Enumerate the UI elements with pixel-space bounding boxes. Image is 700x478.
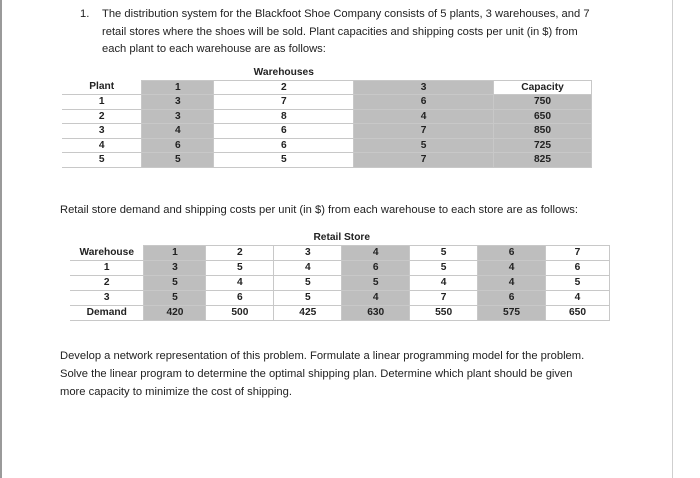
cost-cell: 7 [410, 291, 478, 306]
cost-cell: 5 [274, 291, 342, 306]
cost-cell: 5 [274, 276, 342, 291]
demand-cell: 420 [144, 306, 206, 321]
table-row [70, 291, 610, 306]
cost-cell: 6 [206, 291, 274, 306]
problem-line: retail stores where the shoes will be sold. Plant capacities and shipping costs per unit (in $) from [102, 25, 578, 38]
table-row [62, 109, 592, 124]
plant-label: 1 [62, 95, 142, 110]
warehouse-store-table [70, 231, 610, 321]
cost-cell: 4 [478, 261, 546, 276]
store-column-header: 1 [144, 246, 206, 261]
cost-cell: 3 [142, 109, 214, 124]
cost-cell: 4 [478, 276, 546, 291]
plant-label: 5 [62, 153, 142, 168]
cost-cell: 5 [354, 138, 494, 153]
capacity-cell: 850 [494, 124, 592, 139]
capacity-cell: 750 [494, 95, 592, 110]
store-column-header: 5 [410, 246, 478, 261]
capacity-cell: 725 [494, 138, 592, 153]
table-row [62, 124, 592, 139]
demand-label: Demand [70, 306, 144, 321]
store-column-header: 3 [274, 246, 342, 261]
warehouse-label: 2 [70, 276, 144, 291]
table-row [62, 138, 592, 153]
cost-cell: 6 [342, 261, 410, 276]
capacity-cell: 825 [494, 153, 592, 168]
demand-cell: 550 [410, 306, 478, 321]
cost-cell: 6 [142, 138, 214, 153]
plant-label: 4 [62, 138, 142, 153]
left-frame-edge [0, 0, 2, 478]
cost-cell: 5 [546, 276, 610, 291]
cost-cell: 5 [342, 276, 410, 291]
column-header-row [62, 80, 592, 95]
closing-line: more capacity to minimize the cost of shipping. [60, 386, 292, 398]
warehouse-column-header: Warehouse [70, 246, 144, 261]
retail-intro-text: Retail store demand and shipping costs per unit (in $) from each warehouse to each store are as follows: [60, 204, 579, 216]
demand-cell: 575 [478, 306, 546, 321]
cost-cell: 6 [546, 261, 610, 276]
closing-instructions [60, 347, 660, 401]
capacity-column-header: Capacity [494, 80, 592, 95]
plant-label: 2 [62, 109, 142, 124]
cost-cell: 4 [354, 109, 494, 124]
capacity-cell: 650 [494, 109, 592, 124]
demand-cell: 650 [546, 306, 610, 321]
cost-cell: 7 [354, 153, 494, 168]
cost-cell: 4 [342, 291, 410, 306]
cost-cell: 5 [410, 261, 478, 276]
cost-cell: 6 [478, 291, 546, 306]
demand-row [70, 306, 610, 321]
right-frame-edge [672, 0, 673, 478]
cost-cell: 6 [354, 95, 494, 110]
cost-cell: 3 [144, 261, 206, 276]
plant-label: 3 [62, 124, 142, 139]
store-column-header: 4 [342, 246, 410, 261]
cost-cell: 6 [214, 124, 354, 139]
cost-cell: 5 [144, 291, 206, 306]
problem-line: each plant to each warehouse are as follows: [102, 43, 326, 55]
cost-cell: 7 [354, 124, 494, 139]
demand-cell: 630 [342, 306, 410, 321]
table-header-row [62, 66, 592, 80]
cost-cell: 5 [214, 153, 354, 168]
retail-store-group-header: Retail Store [313, 232, 371, 243]
table-row [70, 261, 610, 276]
table-header-row [70, 231, 610, 246]
warehouse-column-header: 1 [142, 80, 214, 95]
table-row [70, 276, 610, 291]
table-row [62, 153, 592, 168]
cost-cell: 3 [142, 95, 214, 110]
warehouses-group-header: Warehouses [253, 67, 314, 78]
table-row [62, 95, 592, 110]
closing-line: Solve the linear program to determine the optimal shipping plan. Determine which plant should be given [60, 368, 573, 380]
cost-cell: 7 [214, 95, 354, 110]
plant-column-header: Plant [62, 80, 142, 95]
store-column-header: 2 [206, 246, 274, 261]
plant-warehouse-table [62, 66, 592, 168]
cost-cell: 6 [214, 138, 354, 153]
problem-line: The distribution system for the Blackfoot Shoe Company consists of 5 plants, 3 warehouses, and 7 [102, 8, 590, 20]
cost-cell: 4 [142, 124, 214, 139]
cost-cell: 4 [206, 276, 274, 291]
cost-cell: 8 [214, 109, 354, 124]
problem-number: 1. [80, 8, 90, 20]
cost-cell: 4 [410, 276, 478, 291]
demand-cell: 500 [206, 306, 274, 321]
demand-cell: 425 [274, 306, 342, 321]
warehouse-label: 1 [70, 261, 144, 276]
cost-cell: 4 [274, 261, 342, 276]
problem-statement [80, 6, 640, 59]
cost-cell: 5 [206, 261, 274, 276]
store-column-header: 6 [478, 246, 546, 261]
warehouse-column-header: 2 [214, 80, 354, 95]
closing-line: Develop a network representation of this problem. Formulate a linear programming model for the problem. [60, 350, 585, 362]
warehouse-label: 3 [70, 291, 144, 306]
store-column-header: 7 [546, 246, 610, 261]
cost-cell: 5 [142, 153, 214, 168]
column-header-row [70, 246, 610, 261]
warehouse-column-header: 3 [354, 80, 494, 95]
cost-cell: 4 [546, 291, 610, 306]
cost-cell: 5 [144, 276, 206, 291]
